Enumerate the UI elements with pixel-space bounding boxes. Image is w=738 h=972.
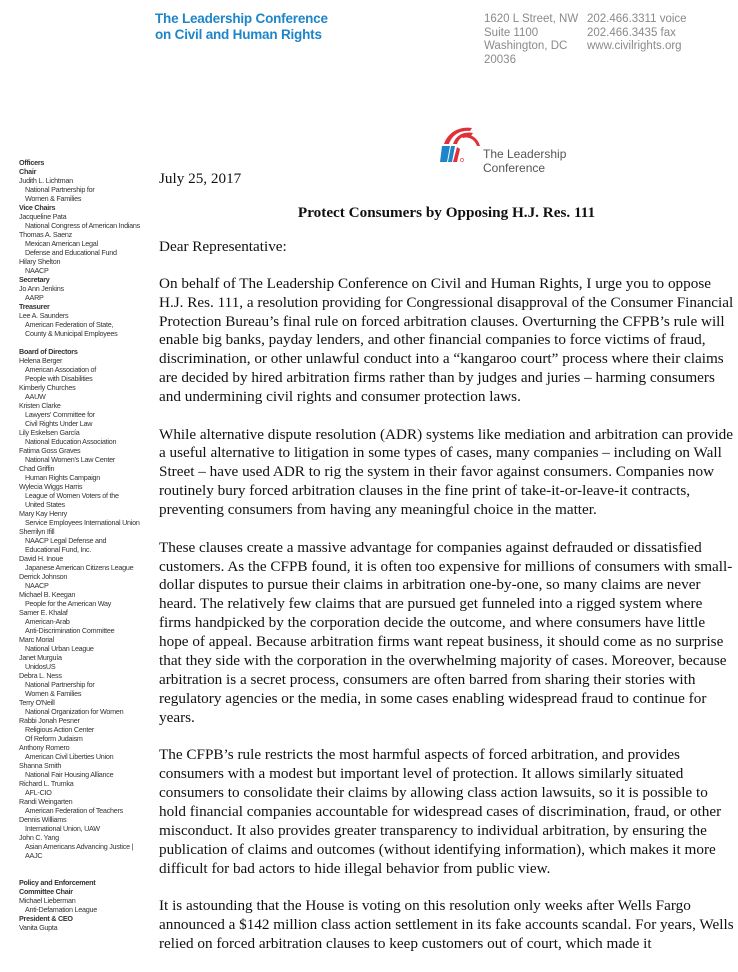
roster-name: Michael Lieberman xyxy=(19,896,76,905)
roster-organization: People for the American Way xyxy=(25,599,112,608)
arch-logo-icon xyxy=(438,122,482,166)
org-name xyxy=(155,11,328,43)
roster-spacer xyxy=(19,869,144,878)
address-line: 20036 xyxy=(484,53,516,66)
roster-organization: Mexican American Legal xyxy=(25,239,98,248)
roster-heading: Secretary xyxy=(19,275,50,284)
roster-name: Debra L. Ness xyxy=(19,671,62,680)
roster-heading: Officers xyxy=(19,158,45,167)
roster-organization: Asian Americans Advancing Justice | xyxy=(25,842,134,851)
roster-organization: National Partnership for xyxy=(25,680,95,689)
logo xyxy=(438,122,578,175)
roster-name: Jo Ann Jenkins xyxy=(19,284,64,293)
website: www.civilrights.org xyxy=(587,40,682,52)
roster-organization: American Federation of State, xyxy=(25,320,114,329)
roster-heading: Committee Chair xyxy=(19,887,73,896)
roster-name: Helena Berger xyxy=(19,356,63,365)
roster-name: Judith L. Lichtman xyxy=(19,176,73,185)
roster-organization: National Organization for Women xyxy=(25,707,124,716)
roster-organization: International Union, UAW xyxy=(25,824,100,833)
roster-organization: Of Reform Judaism xyxy=(25,734,83,743)
roster-heading: Policy and Enforcement xyxy=(19,878,96,887)
roster-organization: Anti-Discrimination Committee xyxy=(25,626,115,635)
roster-organization: United States xyxy=(25,500,65,509)
phone-voice: 202.466.3311 voice xyxy=(587,13,687,25)
roster-name: Shanna Smith xyxy=(19,761,62,770)
roster-name: Jacqueline Pata xyxy=(19,212,67,221)
roster-organization: AARP xyxy=(25,293,44,302)
roster-organization: National Partnership for xyxy=(25,185,95,194)
roster-organization: National Fair Housing Alliance xyxy=(25,770,114,779)
salutation: Dear Representative: xyxy=(159,237,287,255)
roster-spacer xyxy=(19,860,144,869)
roster-organization: NAACP Legal Defense and xyxy=(25,536,107,545)
roster-name: Samer E. Khalaf xyxy=(19,608,68,617)
roster-name: Terry O'Neill xyxy=(19,698,55,707)
roster-name: Michael B. Keegan xyxy=(19,590,76,599)
roster-name: Lily Eskelsen García xyxy=(19,428,80,437)
roster-name: Wylecia Wiggs Harris xyxy=(19,482,83,491)
phone-fax: 202.466.3435 fax xyxy=(587,26,676,39)
roster-organization: NAACP xyxy=(25,266,49,275)
roster-organization: Lawyers' Committee for xyxy=(25,410,95,419)
roster-organization: American Civil Liberties Union xyxy=(25,752,114,761)
roster-heading: President & CEO xyxy=(19,914,73,923)
roster-organization: American Federation of Teachers xyxy=(25,806,123,815)
org-name-line1: The Leadership Conference xyxy=(155,11,328,26)
roster-organization: Human Rights Campaign xyxy=(25,473,101,482)
roster-organization: American Association of xyxy=(25,365,96,374)
paragraph: While alternative dispute resolution (ADR) systems like mediation and arbitration can provide a useful alternative to litigation in some types of cases, many companies – including on Wall Street – have used ADR to rig the system in their favor against consumers. Companies now routinely bury forced arbitration clauses in the fine print of take-it-or-leave-it contracts, preventing consumers from having any meaningful choice in the matter. xyxy=(159,425,734,519)
roster-name: Vanita Gupta xyxy=(19,923,58,932)
paragraph: These clauses create a massive advantage for companies against defrauded or dissatisfied customers. As the CFPB found, it is often too expensive for millions of consumers with small-dollar disputes to pursue their claims in arbitration one-by-one, so many claims are never heard. The relatively few claims that are pursued get funneled into a rigged system where firms handpicked by the corporation decide the outcome, and where consumers have little hope of appeal. Because arbitration firms want repeat business, it should come as no surprise that they side with the corporation in the overwhelming majority of cases. Moreover, because arbitration is a secret process, consumers are often barred from sharing their stories with regulatory agencies or the media, in some cases enabling widespread fraud to continue for years. xyxy=(159,538,733,726)
letter-body xyxy=(159,170,734,972)
roster-organization: Educational Fund, Inc. xyxy=(25,545,92,554)
roster-organization: People with Disabilities xyxy=(25,374,93,383)
roster-name: Marc Morial xyxy=(19,635,54,644)
letter-date: July 25, 2017 xyxy=(159,170,242,187)
roster-organization: American-Arab xyxy=(25,617,70,626)
roster-heading: Treasurer xyxy=(19,302,50,311)
roster-organization: Women & Families xyxy=(25,194,82,203)
roster-organization: National Congress of American Indians xyxy=(25,221,141,230)
roster-name: Chad Griffin xyxy=(19,464,55,473)
address-line: Washington, DC xyxy=(484,40,568,52)
roster-organization: AAJC xyxy=(25,851,43,860)
paragraph: The CFPB’s rule restricts the most harmful aspects of forced arbitration, and provides consumers with a modest but important level of protection. It allows similarly situated consumers to consolidate their claims by allowing class action lawsuits, so it is possible to hold financial companies accountable for widespread cases of discrimination, fraud, or other misconduct. It also provides greater transparency to individual arbitration, by ensuring the publication of claims and outcomes (without identifying information), which makes it more difficult for bad actors to hide illegal behavior from public view. xyxy=(159,746,722,877)
roster-organization: AFL-CIO xyxy=(25,788,52,797)
address-block xyxy=(484,13,578,67)
address-line: Suite 1100 xyxy=(484,26,539,39)
roster-spacer xyxy=(19,338,144,347)
letter-title: Protect Consumers by Opposing H.J. Res. 111 xyxy=(297,203,596,221)
roster-heading: Chair xyxy=(19,167,37,176)
roster-name: Janet Murguía xyxy=(19,653,62,662)
roster-organization: Women & Families xyxy=(25,689,82,698)
roster-name: Lee A. Saunders xyxy=(19,311,69,320)
roster-name: Rabbi Jonah Pesner xyxy=(19,716,80,725)
roster-organization: Anti-Defamation League xyxy=(25,905,98,914)
roster-organization: Civil Rights Under Law xyxy=(25,419,93,428)
roster-organization: Service Employees International Union xyxy=(25,518,140,527)
roster-name: Dennis Williams xyxy=(19,815,67,824)
roster-name: Sherrilyn Ifill xyxy=(19,527,55,536)
roster-name: Mary Kay Henry xyxy=(19,509,68,518)
paragraph: It is astounding that the House is voting on this resolution only weeks after Wells Fargo announced a $142 million class action settlement in its fake accounts scandal. For years, Wells relied on forced arbitration clauses to keep customers out of court, which made it xyxy=(159,897,734,952)
roster-organization: NAACP xyxy=(25,581,49,590)
roster-organization: National Women's Law Center xyxy=(25,455,115,464)
roster-name: Randi Weingarten xyxy=(19,797,73,806)
roster-organization: National Education Association xyxy=(25,437,117,446)
roster-name: David H. Inoue xyxy=(19,554,64,563)
roster-name: John C. Yang xyxy=(19,833,59,842)
roster-organization: UnidosUS xyxy=(25,662,56,671)
roster-name: Thomas A. Saenz xyxy=(19,230,72,239)
roster-organization: Defense and Educational Fund xyxy=(25,248,117,257)
contact-block xyxy=(587,13,687,54)
address-line: 1620 L Street, NW xyxy=(484,13,579,25)
roster-organization: Japanese American Citizens League xyxy=(25,563,134,572)
roster-heading: Board of Directors xyxy=(19,347,78,356)
paragraph: On behalf of The Leadership Conference on Civil and Human Rights, I urge you to oppose H.J. Res. 111, a resolution providing for Congressional disapproval of the Consumer Financial Protection Bureau’s final rule on forced arbitration clauses. Overturning the CFPB’s rule will enable big banks, payday lenders, and other financial companies to force victims of fraud, discrimination, or other unlawful conduct into a “kangaroo court” process where their claims are decided by hired arbitration firms rather than by judges and juries – harming consumers and undermining civil rights and consumer protection laws. xyxy=(159,274,734,406)
org-name-line2: on Civil and Human Rights xyxy=(155,27,322,42)
roster-name: Kristen Clarke xyxy=(19,401,61,410)
roster-organization: Religious Action Center xyxy=(25,725,94,734)
roster-heading: Vice Chairs xyxy=(19,203,56,212)
roster-name: Hilary Shelton xyxy=(19,257,61,266)
roster-organization: National Urban League xyxy=(25,644,94,653)
roster-organization: AAUW xyxy=(25,392,46,401)
roster-organization: County & Municipal Employees xyxy=(25,329,118,338)
roster-organization: League of Women Voters of the xyxy=(25,491,119,500)
roster-name: Derrick Johnson xyxy=(19,572,68,581)
logo-text: The Leadership Conference xyxy=(483,147,567,175)
board-roster xyxy=(19,158,144,932)
roster-name: Kimberly Churches xyxy=(19,383,76,392)
roster-name: Richard L. Trumka xyxy=(19,779,74,788)
roster-name: Fatima Goss Graves xyxy=(19,446,81,455)
roster-name: Anthony Romero xyxy=(19,743,70,752)
